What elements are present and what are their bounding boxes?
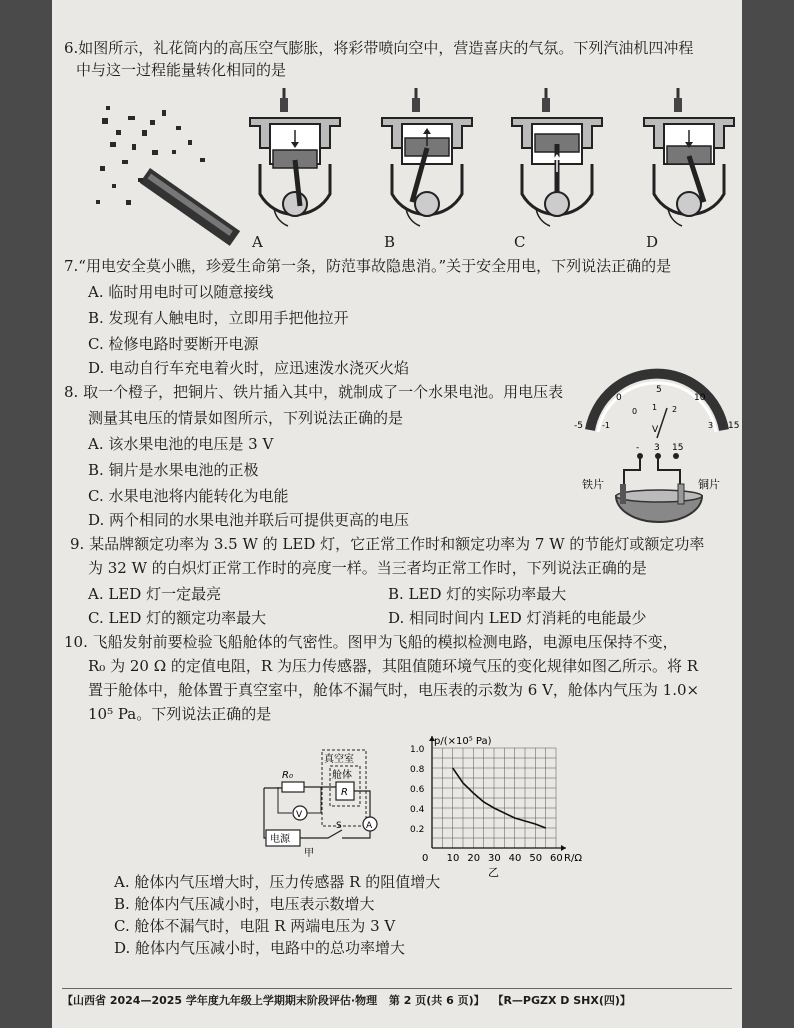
- q9-stem-line1: 9. 某品牌额定功率为 3.5 W 的 LED 灯，它正常工作时和额定功率为 7 W 的节能灯或额定功率: [70, 535, 705, 553]
- q6-option-b-label[interactable]: B: [384, 233, 396, 251]
- x-tick-label: 60: [550, 853, 563, 864]
- chart-caption: 乙: [488, 866, 499, 879]
- meter-lower-tick-1: 1: [652, 403, 658, 412]
- q9-option-b[interactable]: B. LED 灯的实际功率最大: [388, 585, 567, 603]
- meter-unit: V: [652, 425, 659, 435]
- switch-s: [300, 830, 352, 838]
- q8-option-b[interactable]: B. 铜片是水果电池的正极: [88, 461, 259, 479]
- q10-option-b[interactable]: B. 舱体内气压减小时，电压表示数增大: [114, 895, 375, 913]
- q8-option-a[interactable]: A. 该水果电池的电压是 3 V: [88, 435, 274, 453]
- y-tick-label: 1.0: [410, 745, 425, 755]
- meter-upper-tick-15: 15: [728, 421, 740, 431]
- vacuum-chamber-label: 真空室: [324, 754, 354, 765]
- x-tick-label: 10: [446, 853, 460, 864]
- q7-option-b[interactable]: B. 发现有人触电时，立即用手把他拉开: [88, 309, 349, 327]
- q6-stem-line1: 6.如图所示，礼花筒内的高压空气膨胀，将彩带喷向空中，营造喜庆的气氛。下列汽油机四冲程: [64, 39, 694, 57]
- engine-d-icon: [644, 88, 734, 226]
- x-axis-arrow: [561, 845, 566, 851]
- q6-option-a-label[interactable]: A: [252, 233, 263, 251]
- q6-option-d-label[interactable]: D: [646, 233, 659, 251]
- q10-circuit-diagram: [252, 748, 382, 858]
- y-tick-label: 0.4: [410, 805, 425, 815]
- meter-lower-tick-neg5: -5: [574, 421, 583, 431]
- q8-voltmeter-figure: [572, 380, 742, 528]
- origin-label: 0: [422, 853, 429, 864]
- circuit-caption: 甲: [304, 848, 314, 859]
- meter-lower-tick-3: 3: [708, 421, 714, 430]
- cabin-label: 舱体: [332, 770, 352, 781]
- q10-option-d[interactable]: D. 舱体内气压减小时，电路中的总功率增大: [114, 939, 406, 957]
- x-tick-label: 50: [529, 853, 543, 864]
- meter-lower-tick-2: 2: [672, 405, 678, 414]
- q6-option-c-label[interactable]: C: [514, 233, 526, 251]
- voltmeter-needle: [657, 408, 667, 438]
- sensor-r-label: R: [341, 787, 348, 798]
- q10-option-c[interactable]: C. 舱体不漏气时，电阻 R 两端电压为 3 V: [114, 917, 396, 935]
- q9-option-d[interactable]: D. 相同时间内 LED 灯消耗的电能最少: [388, 609, 647, 627]
- resistor-r0-label: R₀: [282, 770, 293, 781]
- resistor-r0: [282, 782, 304, 792]
- q10-pressure-chart: [370, 730, 580, 878]
- q8-option-d[interactable]: D. 两个相同的水果电池并联后可提供更高的电压: [88, 511, 410, 529]
- q6-stem-line2: 中与这一过程能量转化相同的是: [76, 61, 287, 79]
- exam-page: [52, 0, 742, 1028]
- meter-lower-tick-neg1: -1: [602, 421, 610, 430]
- q9-stem-line2: 为 32 W 的白炽灯正常工作时的亮度一样。当三者均正常工作时，下列说法正确的是: [88, 559, 647, 577]
- q8-option-c[interactable]: C. 水果电池将内能转化为电能: [88, 487, 289, 505]
- x-tick-label: 20: [467, 853, 481, 864]
- meter-upper-tick-10: 10: [694, 393, 706, 403]
- q7-option-c[interactable]: C. 检修电路时要断开电源: [88, 335, 259, 353]
- x-tick-label: 30: [488, 853, 501, 864]
- engine-c-icon: [512, 88, 602, 226]
- q10-option-a[interactable]: A. 舱体内气压增大时，压力传感器 R 的阻值增大: [114, 873, 441, 891]
- y-tick-label: 0.2: [410, 825, 425, 835]
- q10-stem-line4: 10⁵ Pa。下列说法正确的是: [88, 705, 272, 723]
- copper-plate-label: 铜片: [698, 478, 720, 491]
- q10-stem-line2: R₀ 为 20 Ω 的定值电阻，R 为压力传感器，其阻值随环境气压的变化规律如图乙所示。将 R: [88, 657, 699, 675]
- footer-exam-title: 【山西省 2024—2025 学年度九年级上学期期末阶段评估·物理: [62, 994, 378, 1007]
- engine-a-icon: [250, 88, 340, 226]
- power-source-label: 电源: [270, 834, 290, 845]
- iron-plate-label: 铁片: [582, 478, 604, 491]
- meter-upper-tick-0: 0: [616, 393, 622, 403]
- y-tick-label: 0.6: [410, 785, 425, 795]
- q7-option-a[interactable]: A. 临时用电时可以随意接线: [88, 283, 274, 301]
- terminal-minus: -: [636, 443, 640, 453]
- x-axis-label: R/Ω: [564, 853, 582, 864]
- terminal-15: 15: [672, 443, 684, 453]
- q10-stem-line1: 10. 飞船发射前要检验飞船舱体的气密性。图甲为飞船的模拟检测电路，电源电压保持不变，: [64, 633, 678, 651]
- switch-label: S: [336, 821, 342, 831]
- engine-b-icon: [382, 88, 472, 226]
- page-footer: [62, 988, 732, 1013]
- voltmeter-label: V: [296, 810, 303, 820]
- q7-stem: 7.“用电安全莫小瞧，珍爱生命第一条，防范事故隐患消。”关于安全用电，下列说法正确的是: [64, 257, 672, 275]
- x-tick-label: 40: [508, 853, 522, 864]
- meter-upper-tick-5: 5: [656, 385, 662, 395]
- y-tick-label: 0.8: [410, 765, 425, 775]
- q8-stem-line1: 8. 取一个橙子，把铜片、铁片插入其中，就制成了一个水果电池。用电压表: [64, 383, 564, 401]
- q6-figure: [92, 80, 742, 250]
- terminal-3: 3: [654, 443, 660, 453]
- meter-lower-tick-0: 0: [632, 407, 638, 416]
- footer-page-number: 第 2 页(共 6 页)】: [388, 994, 485, 1007]
- q7-option-d[interactable]: D. 电动自行车充电着火时，应迅速泼水浇灭火焰: [88, 359, 410, 377]
- q9-option-c[interactable]: C. LED 灯的额定功率最大: [88, 609, 267, 627]
- y-axis-label: p/(×10⁵ Pa): [434, 736, 492, 747]
- q9-option-a[interactable]: A. LED 灯一定最亮: [88, 585, 222, 603]
- ammeter-label: A: [366, 821, 373, 831]
- q8-stem-line2: 测量其电压的情景如图所示，下列说法正确的是: [88, 409, 404, 427]
- confetti-tube-image: [96, 106, 240, 246]
- footer-paper-code: 【R—PGZX D SHX(四)】: [492, 994, 631, 1007]
- q10-stem-line3: 置于舱体中，舱体置于真空室中，舱体不漏气时，电压表的示数为 6 V，舱体内气压为 1.0×: [88, 681, 700, 699]
